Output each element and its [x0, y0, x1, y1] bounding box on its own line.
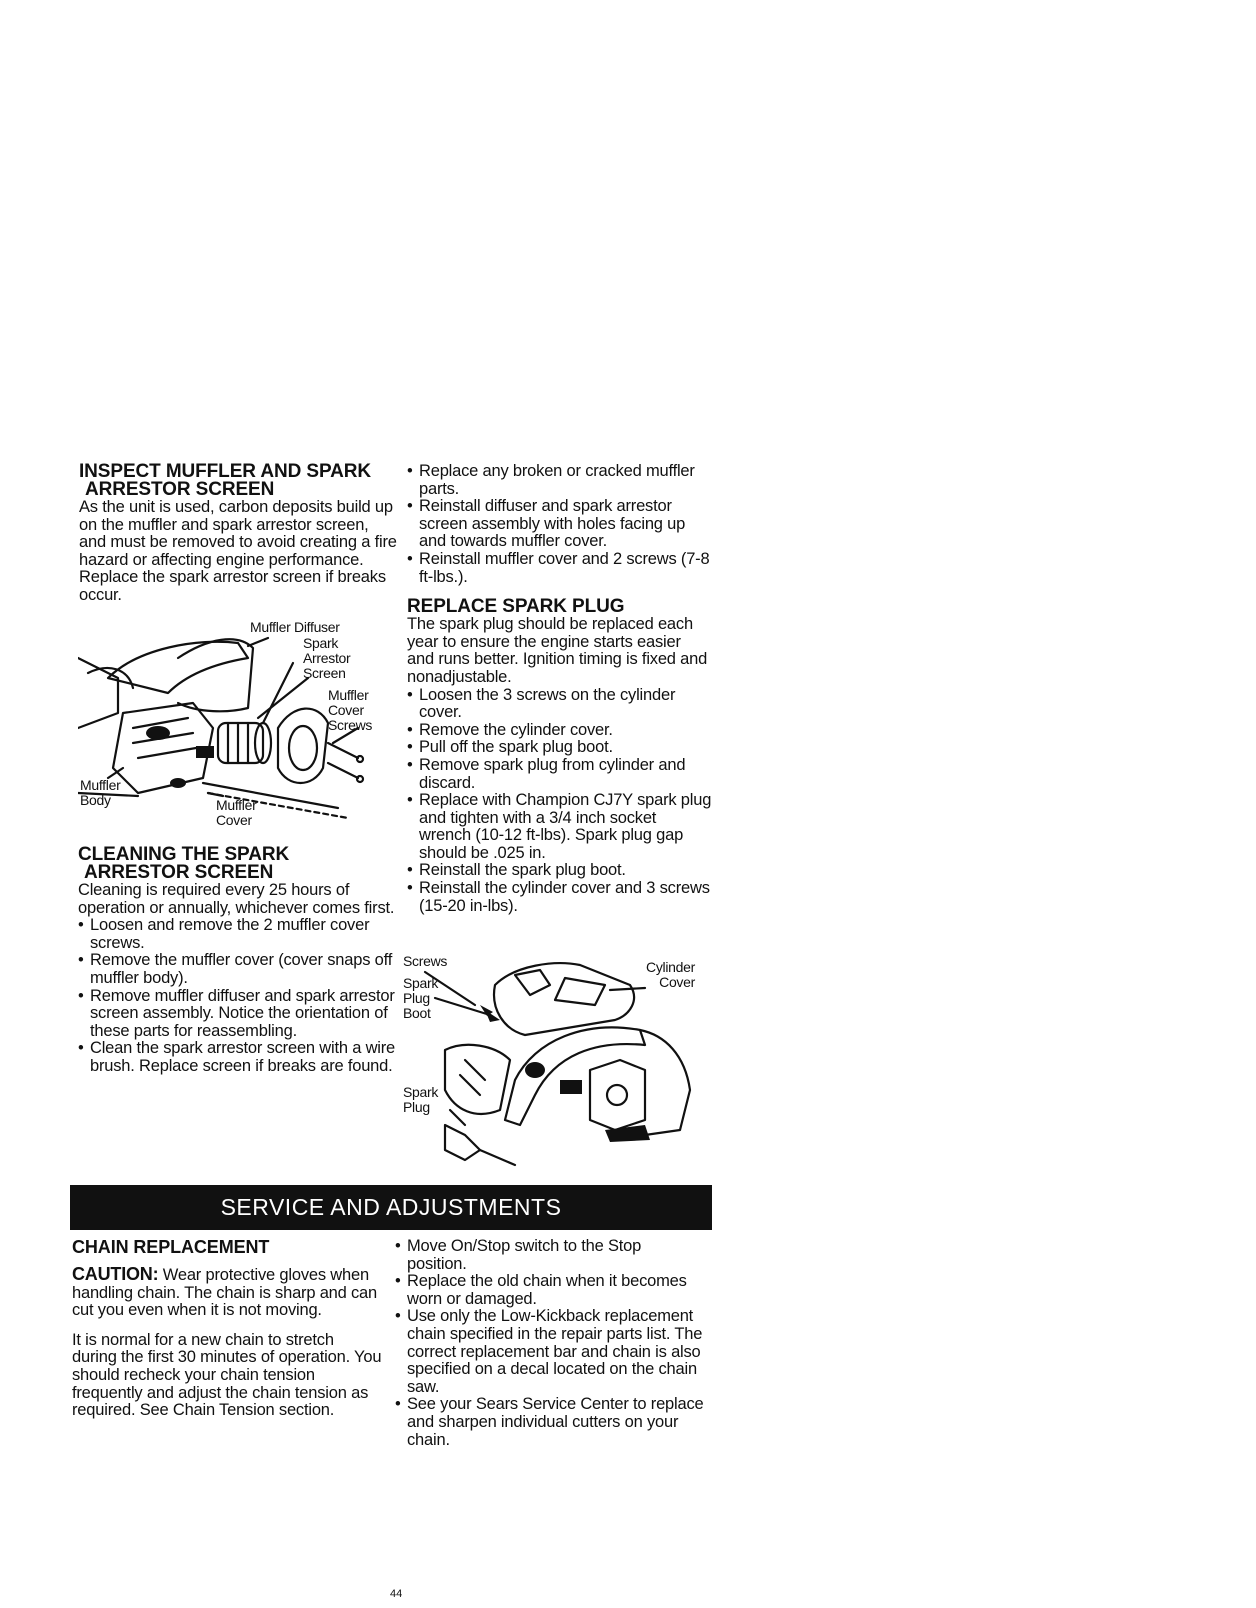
list-item: • Reinstall diffuser and spark arrestor screen assembly with holes facing up and towards muffler cover.	[407, 498, 712, 551]
list-item: • Replace the old chain when it becomes worn or damaged.	[395, 1273, 705, 1308]
list-item: • See your Sears Service Center to replace and sharpen individual cutters on your chain.	[395, 1396, 705, 1449]
list-item: • Reinstall the spark plug boot.	[407, 862, 712, 880]
list-item: • Loosen the 3 screws on the cylinder cover.	[407, 687, 712, 722]
list-item: • Loosen and remove the 2 muffler cover screws.	[78, 917, 398, 952]
inspect-muffler-heading: INSPECT MUFFLER AND SPARK ARRESTOR SCREEN	[79, 461, 372, 500]
list-item: • Move On/Stop switch to the Stop position.	[395, 1238, 705, 1273]
list-item: • Remove spark plug from cylinder and discard.	[407, 757, 712, 792]
list-item: • Reinstall the cylinder cover and 3 screws (15-20 in-lbs).	[407, 880, 712, 915]
left-column-bottom	[72, 1238, 382, 1420]
left-column-middle	[78, 846, 398, 1076]
label-muffler-body: Muffler Body	[80, 777, 121, 808]
left-column-top	[79, 463, 397, 605]
page-number: 44	[390, 1588, 403, 1600]
service-adjustments-banner: SERVICE AND ADJUSTMENTS	[70, 1185, 712, 1230]
cleaning-steps-list	[78, 917, 398, 1075]
inspect-muffler-paragraph: As the unit is used, carbon deposits build up on the muffler and spark arrestor screen, and must be removed to avoid creating a fire hazard or affecting engine performance.	[79, 498, 397, 569]
chain-replacement-heading: CHAIN REPLACEMENT	[72, 1237, 270, 1257]
right-column-top	[407, 463, 712, 915]
cleaning-paragraph: Cleaning is required every 25 hours of operation or annually, whichever comes first.	[78, 881, 395, 917]
list-item: • Use only the Low-Kickback replacement chain specified in the repair parts list. The correct replacement bar and chain is also specified on a decal located on the chain saw.	[395, 1308, 705, 1396]
spark-plug-figure	[403, 953, 715, 1180]
list-item: • Remove the muffler cover (cover snaps off muffler body).	[78, 952, 398, 987]
label-muffler-diffuser: Muffler Diffuser	[250, 619, 340, 635]
spark-plug-paragraph: The spark plug should be replaced each year to ensure the engine starts easier and runs better. Ignition timing is fixed and nonadjustable.	[407, 615, 708, 686]
replace-screen-paragraph: Replace the spark arrestor screen if breaks occur.	[79, 568, 386, 604]
caution-paragraph	[72, 1266, 382, 1320]
label-spark-arrestor-screen: Spark Arrestor Screen	[303, 635, 351, 681]
muffler-figure	[78, 618, 388, 838]
list-item: • Remove the cylinder cover.	[407, 722, 712, 740]
label-muffler-cover-screws: Muffler Cover Screws	[328, 687, 373, 733]
label-cylinder-cover: Cylinder Cover	[646, 959, 695, 990]
list-item: • Reinstall muffler cover and 2 screws (7-8 ft-lbs.).	[407, 551, 712, 586]
right-column-bottom	[395, 1238, 705, 1449]
list-item: • Replace any broken or cracked muffler parts.	[407, 463, 712, 498]
list-item: • Clean the spark arrestor screen with a wire brush. Replace screen if breaks are found.	[78, 1040, 398, 1075]
muffler-reassembly-list	[407, 463, 712, 586]
label-screws: Screws	[403, 953, 448, 969]
spark-plug-steps-list	[407, 687, 712, 916]
cleaning-screen-heading: CLEANING THE SPARK ARRESTOR SCREEN	[78, 844, 290, 883]
caution-text: Wear protective gloves when handling chain. The chain is sharp and can cut you even when it is not moving.	[72, 1266, 378, 1320]
label-muffler-cover: Muffler Cover	[216, 797, 257, 828]
label-spark-plug: Spark Plug	[403, 1084, 439, 1115]
replace-spark-plug-heading: REPLACE SPARK PLUG	[407, 596, 625, 618]
label-spark-plug-boot: Spark Plug Boot	[403, 975, 439, 1021]
list-item: • Replace with Champion CJ7Y spark plug and tighten with a 3/4 inch socket wrench (10-12 ft-lbs). Spark plug gap should be .025 in.	[407, 792, 712, 862]
spark-plug-illustration	[405, 960, 705, 1170]
list-item: • Remove muffler diffuser and spark arrestor screen assembly. Notice the orientation of these parts for reassembling.	[78, 988, 398, 1041]
list-item: • Pull off the spark plug boot.	[407, 739, 712, 757]
caution-label: CAUTION:	[72, 1264, 159, 1284]
chain-replacement-list	[395, 1238, 705, 1449]
chain-stretch-paragraph: It is normal for a new chain to stretch during the first 30 minutes of operation. You should recheck your chain tension frequently and adjust the chain tension as required. See Chain Tension section.	[72, 1330, 382, 1420]
